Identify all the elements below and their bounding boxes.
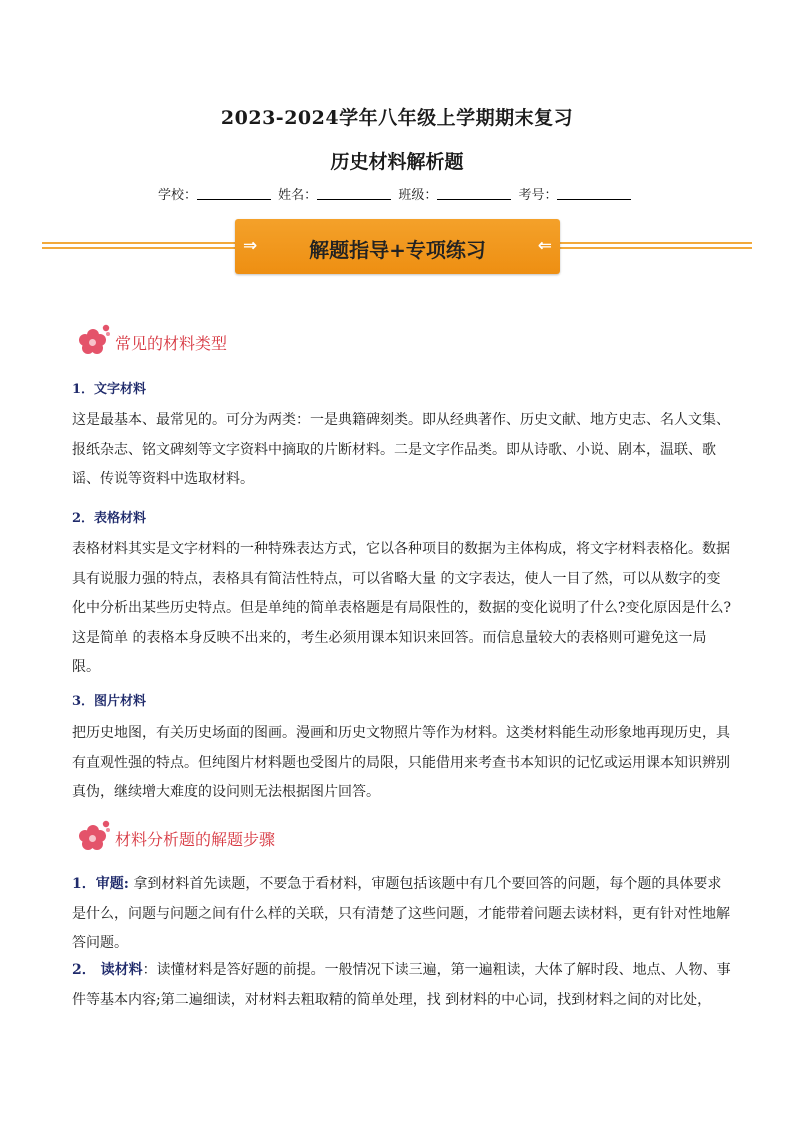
subheading-num: 3． xyxy=(72,694,95,709)
section-title: 材料分析题的解题步骤 xyxy=(115,830,276,849)
school-blank[interactable] xyxy=(197,187,271,200)
paragraph-text-material: 这是最基本、最常见的。可分为两类：一是典籍碑刻类。即从经典著作、历史文献、地方史志、名人文集、报纸杂志、铭文碑刻等文字资料中摘取的片断材料。二是文字作品类。即从诗歌、小说、剧本，温联、歌谣、传说等资料中选取材料。 xyxy=(72,412,730,487)
paragraph-image-material: 把历史地图，有关历史场面的图画。漫画和历史文物照片等作为材料。这类材料能生动形象地再现历史，具有直观性强的特点。但纯图片材料题也受图片的局限，只能借用来考查书本知识的记忆或运用课本知识辨别真伪，继续增大难度的设问则无法根据图片回答。 xyxy=(72,725,730,800)
arrow-right-icon: ⇒ xyxy=(243,236,258,256)
subheading-num: 2． xyxy=(72,511,95,526)
info-line xyxy=(158,184,634,203)
section-banner xyxy=(235,219,560,274)
step-read-material xyxy=(72,956,732,1015)
subheading-text-material xyxy=(72,378,146,397)
name-label: 姓名： xyxy=(278,188,318,203)
step-text: ：读懂材料是答好题的前提。一般情况下读三遍，第一遍粗读，大体了解时段、地点、人物、事件等基本内容;第二遍细读，对材料去粗取精的简单处理，找 到材料的中心词，找到材料之间的对比处， xyxy=(72,962,731,1008)
subheading-label: 表格材料 xyxy=(94,511,147,526)
doc-subtitle: 历史材料解析题 xyxy=(330,151,464,173)
step-review-question xyxy=(72,870,732,959)
flower-icon xyxy=(75,322,113,358)
banner-rule-right-top xyxy=(559,242,752,244)
subheading-table-material xyxy=(72,507,146,526)
school-label: 学校： xyxy=(158,188,198,203)
name-blank[interactable] xyxy=(317,187,391,200)
class-label: 班级： xyxy=(398,188,438,203)
class-blank[interactable] xyxy=(437,187,511,200)
subheading-num: 1． xyxy=(72,382,95,397)
banner-rule-right-bottom xyxy=(559,247,752,249)
step-text: 拿到材料首先读题，不要急于看材料，审题包括该题中有几个要回答的问题，每个题的具体要求是什么，问题与问题之间有什么样的关联，只有清楚了这些问题，才能带着问题去读材料，更有针对性地解答问题。 xyxy=(72,876,730,951)
subheading-label: 图片材料 xyxy=(94,694,147,709)
subheading-image-material xyxy=(72,690,146,709)
step-lead: 1．审题: xyxy=(72,876,129,892)
exam-no-label: 考号： xyxy=(518,188,558,203)
doc-title: 2023-2024学年八年级上学期期末复习 xyxy=(220,107,574,129)
banner-label: 解题指导+专项练习 xyxy=(309,238,486,262)
paragraph-table-material: 表格材料其实是文字材料的一种特殊表达方式，它以各种项目的数据为主体构成，将文字材料表格化。数据具有说服力强的特点，表格具有简洁性特点，可以省略大量 的文字表达，使人一目了然，可以从数字的变化中分析出某些历史特点。但是单纯的简单表格题是有局限性的，数据的变化说明了什么?变化原因是什么?这是简单 的表格本身反映不出来的，考生必须用课本知识来回答。而信息量较大的表格则可避免这一局限。 xyxy=(72,541,732,675)
exam-no-blank[interactable] xyxy=(557,187,631,200)
banner-rule-left-top xyxy=(42,242,236,244)
subheading-label: 文字材料 xyxy=(94,382,147,397)
arrow-left-icon: ⇐ xyxy=(537,236,552,256)
flower-icon xyxy=(75,818,113,854)
section-title: 常见的材料类型 xyxy=(115,334,228,353)
banner-rule-left-bottom xyxy=(42,247,236,249)
step-lead: 2． 读材料 xyxy=(72,962,143,978)
